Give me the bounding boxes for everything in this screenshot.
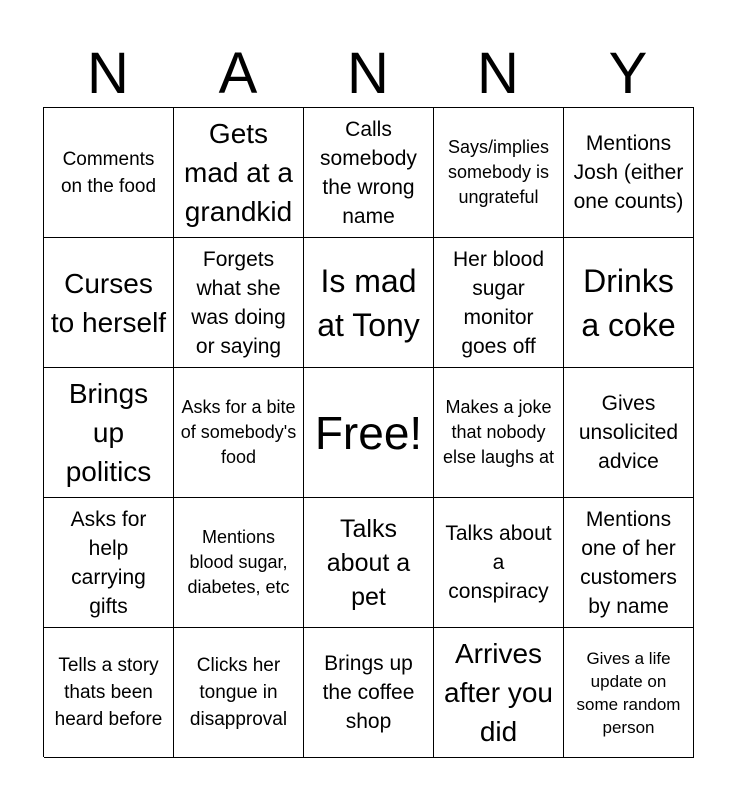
cell-text: Free!: [314, 406, 423, 459]
cell-text: Gives unsolicited advice: [578, 392, 679, 473]
bingo-cell[interactable]: [564, 498, 694, 628]
cell-text: Mentions Josh (either one counts): [573, 132, 684, 213]
header-letter-n1: N: [87, 41, 129, 106]
bingo-cell[interactable]: [434, 628, 564, 758]
cell-text: Asks for help carrying gifts: [70, 507, 147, 618]
bingo-cell[interactable]: [564, 108, 694, 238]
bingo-cell[interactable]: [564, 628, 694, 758]
cell-text: Arrives after you did: [444, 638, 553, 747]
bingo-cell[interactable]: [304, 498, 434, 628]
bingo-cell[interactable]: [434, 498, 564, 628]
bingo-cell[interactable]: [174, 368, 304, 498]
header-letter-a: A: [218, 41, 258, 106]
bingo-grid: [43, 107, 694, 757]
cell-text: Mentions blood sugar, diabetes, etc: [187, 527, 290, 597]
cell-text: Mentions one of her customers by name: [580, 507, 677, 618]
cell-text: Drinks a coke: [581, 262, 676, 343]
cell-text: Brings up the coffee shop: [322, 652, 415, 733]
cell-text: Says/implies somebody is ungrateful: [447, 137, 550, 207]
bingo-cell[interactable]: [434, 238, 564, 368]
bingo-cell[interactable]: [174, 108, 304, 238]
cell-text: Is mad at Tony: [317, 262, 420, 343]
bingo-cell[interactable]: [564, 368, 694, 498]
cell-text: Calls somebody the wrong name: [320, 117, 417, 228]
bingo-cell[interactable]: [174, 238, 304, 368]
bingo-cell[interactable]: [44, 368, 174, 498]
cell-text: Talks about a conspiracy: [445, 522, 552, 603]
bingo-cell[interactable]: [44, 628, 174, 758]
header-letter-y: Y: [608, 41, 648, 106]
bingo-cell[interactable]: [44, 238, 174, 368]
cell-text: Asks for a bite of somebody's food: [180, 397, 297, 467]
cell-text: Brings up politics: [65, 378, 152, 487]
bingo-header: [43, 40, 693, 108]
bingo-cell[interactable]: [174, 628, 304, 758]
cell-text: Her blood sugar monitor goes off: [452, 247, 545, 358]
bingo-cell[interactable]: [304, 628, 434, 758]
cell-text: Gets mad at a grandkid: [184, 118, 293, 227]
cell-text: Gives a life update on some random person: [576, 648, 681, 737]
bingo-cell[interactable]: [44, 498, 174, 628]
cell-text: Talks about a pet: [326, 514, 411, 611]
bingo-cell[interactable]: [174, 498, 304, 628]
bingo-cell[interactable]: [434, 108, 564, 238]
bingo-cell[interactable]: [44, 108, 174, 238]
cell-text: Curses to herself: [50, 267, 167, 338]
cell-text: Clicks her tongue in disapproval: [189, 655, 288, 730]
cell-text: Makes a joke that nobody else laughs at: [442, 397, 555, 467]
header-letter-n2: N: [347, 41, 389, 106]
bingo-cell[interactable]: [434, 368, 564, 498]
cell-text: Comments on the food: [60, 148, 157, 197]
header-letter-n3: N: [477, 41, 519, 106]
cell-text: Tells a story thats been heard before: [54, 655, 163, 730]
cell-text: Forgets what she was doing or saying: [191, 247, 286, 358]
bingo-free-cell[interactable]: [304, 368, 434, 498]
bingo-cell[interactable]: [564, 238, 694, 368]
bingo-cell[interactable]: [304, 238, 434, 368]
bingo-cell[interactable]: [304, 108, 434, 238]
